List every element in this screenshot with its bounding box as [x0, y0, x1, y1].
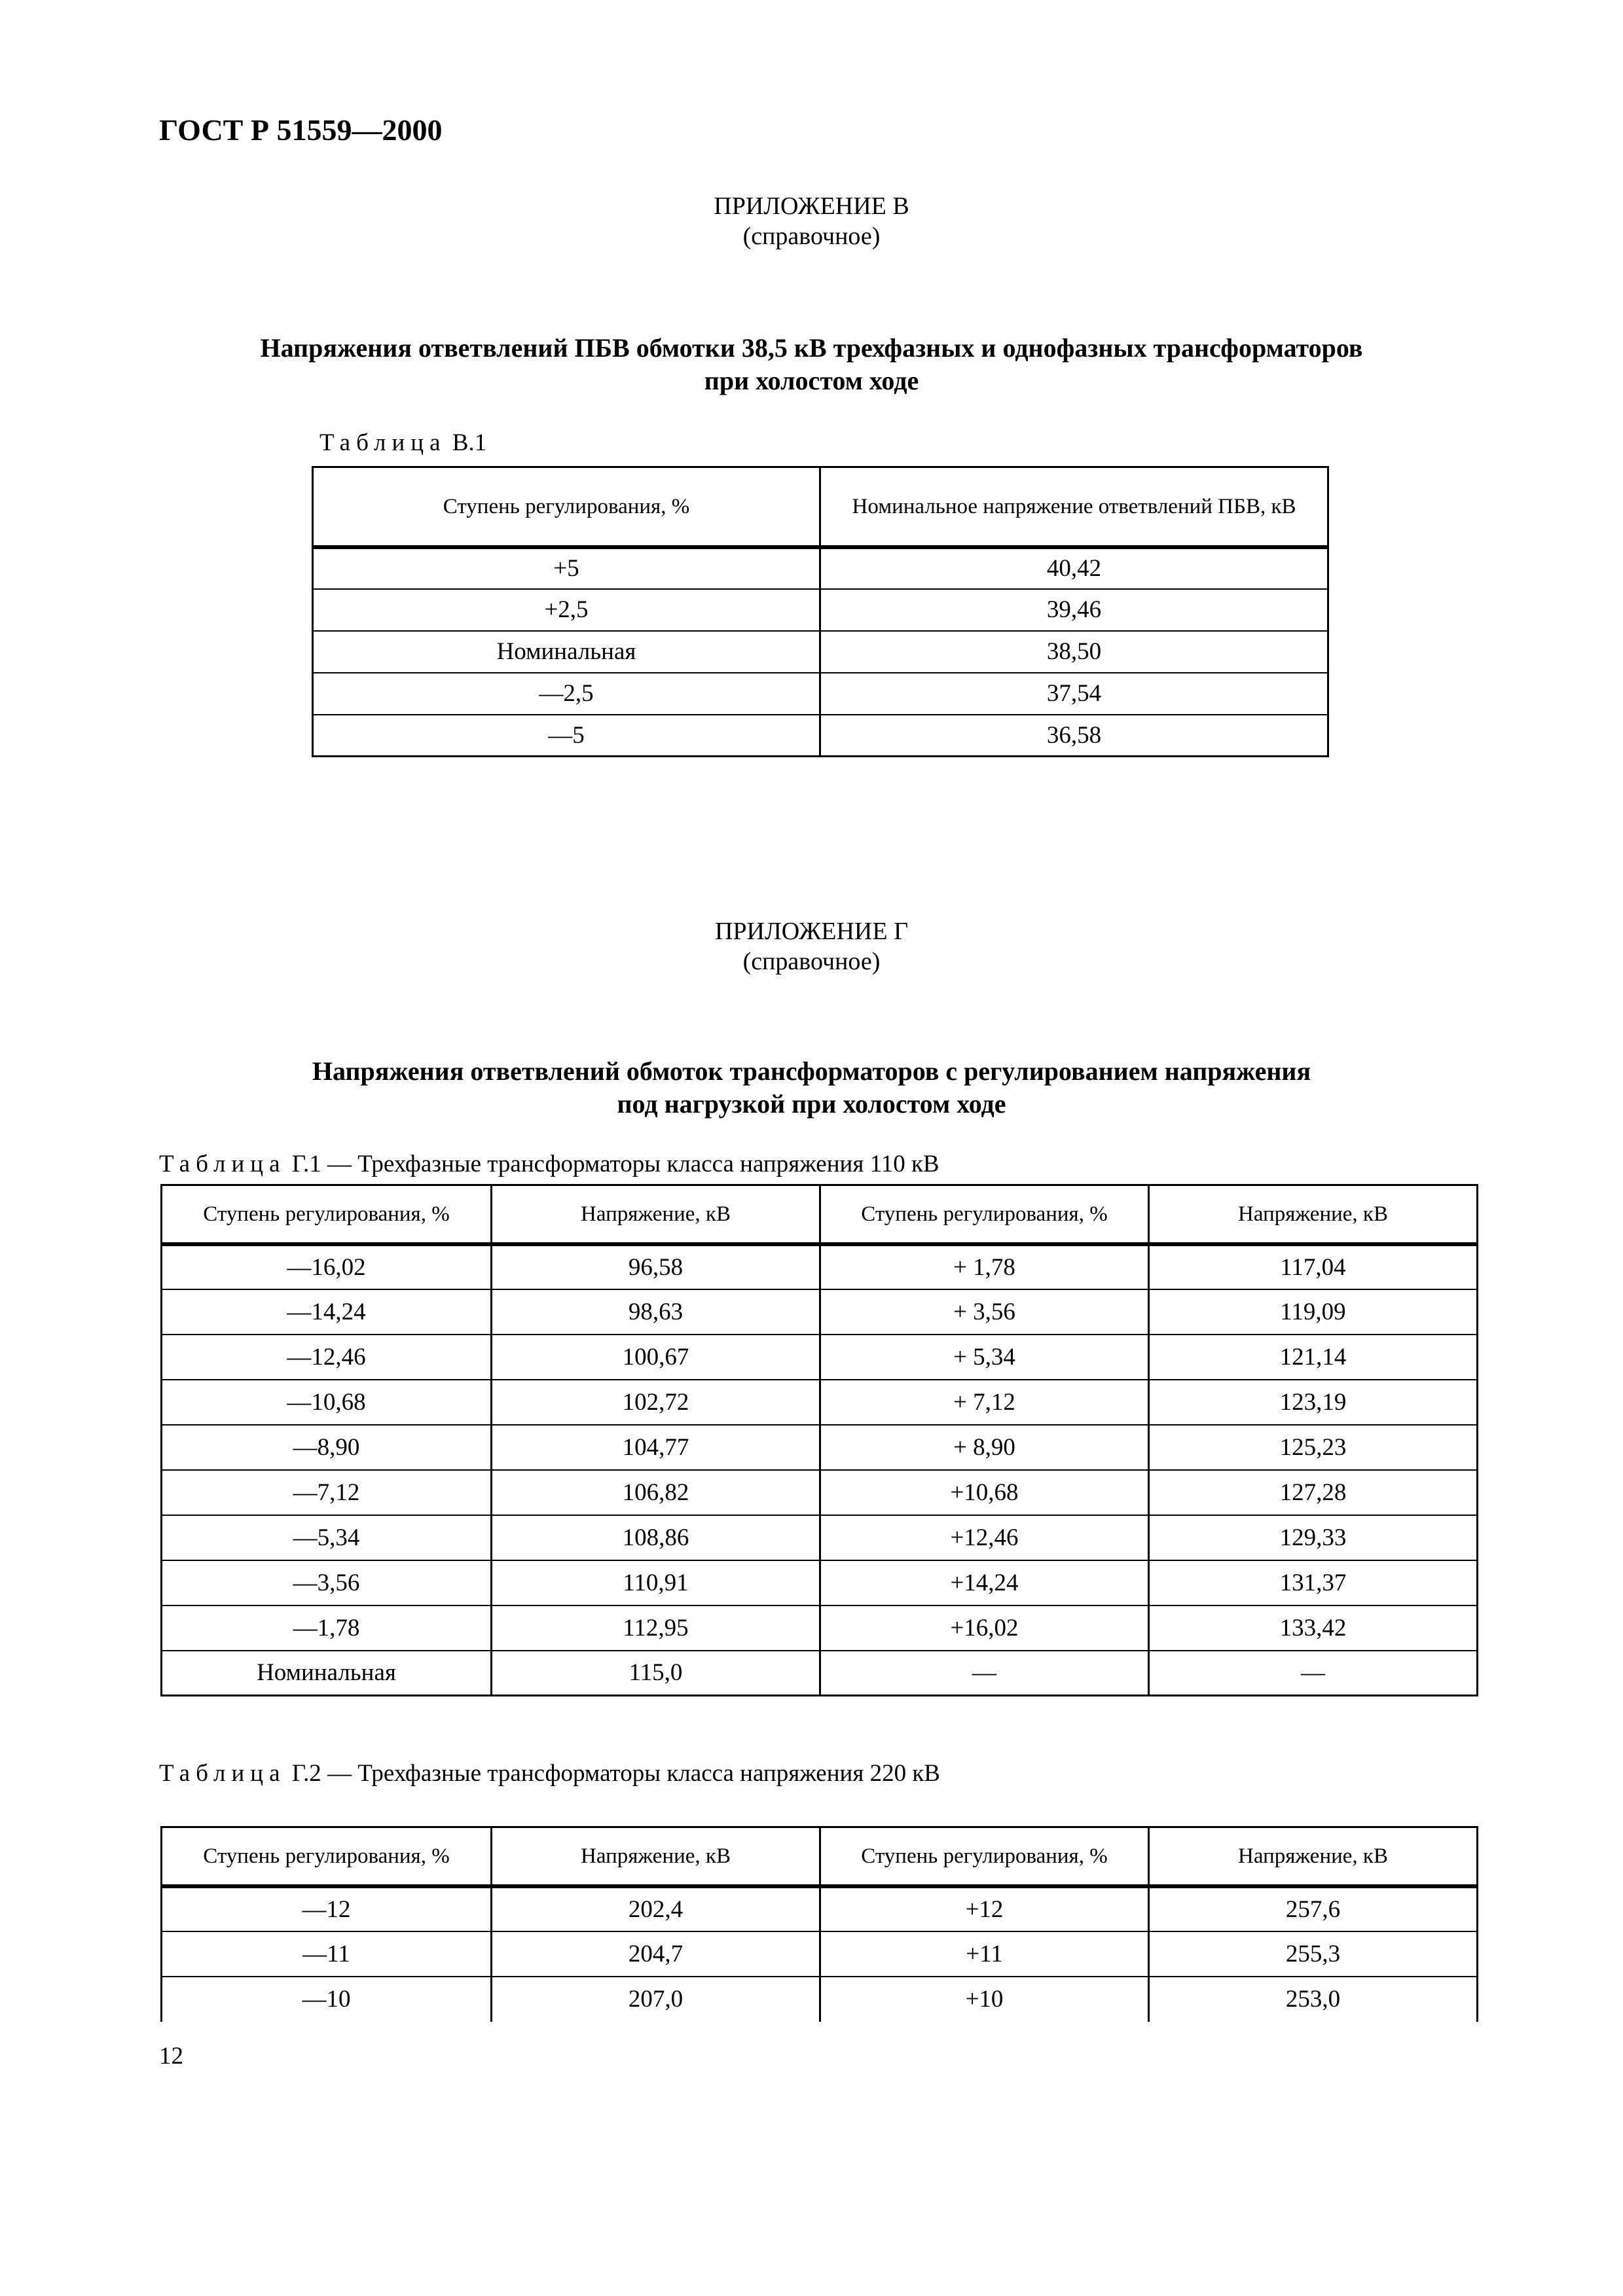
step-cell: +11: [820, 1931, 1149, 1977]
table-b1-header-voltage: Номинальное напряжение ответвлений ПБВ, кВ: [820, 467, 1328, 547]
voltage-cell: 40,42: [820, 547, 1328, 589]
table-g1: [160, 1184, 1478, 1696]
step-cell: —16,02: [162, 1244, 492, 1289]
voltage-cell: 129,33: [1149, 1515, 1478, 1560]
appendix-b-heading-line2: при холостом ходе: [704, 366, 919, 395]
appendix-g-title: ПРИЛОЖЕНИЕ Г: [714, 918, 909, 945]
voltage-cell: 102,72: [492, 1380, 820, 1425]
appendix-g-heading-line1: Напряжения ответвлений обмоток трансформаторов с регулированием напряжения: [312, 1056, 1311, 1086]
step-cell: —10,68: [162, 1380, 492, 1425]
table-row: [162, 1335, 1478, 1380]
step-cell: —8,90: [162, 1425, 492, 1470]
appendix-b-heading-line1: Напряжения ответвлений ПБВ обмотки 38,5 кВ трехфазных и однофазных трансформаторов: [260, 333, 1363, 363]
voltage-cell: 207,0: [492, 1977, 820, 2022]
table-row: [162, 1289, 1478, 1335]
step-cell: + 5,34: [820, 1335, 1149, 1380]
table-row: [162, 1425, 1478, 1470]
step-cell: —: [820, 1651, 1149, 1696]
voltage-cell: 115,0: [492, 1651, 820, 1696]
step-cell: + 1,78: [820, 1244, 1149, 1289]
voltage-cell: 110,91: [492, 1560, 820, 1605]
table-row: [162, 1931, 1478, 1977]
step-cell: Номинальная: [162, 1651, 492, 1696]
appendix-g-subtitle: (справочное): [742, 948, 881, 975]
table-row: [162, 1515, 1478, 1560]
column-header: Ступень регулирования, %: [820, 1827, 1149, 1886]
column-header: Напряжение, кВ: [492, 1185, 820, 1244]
step-cell: —14,24: [162, 1289, 492, 1335]
table-b1: [312, 466, 1329, 757]
table-row: [313, 589, 1328, 631]
step-cell: +12,46: [820, 1515, 1149, 1560]
column-header: Ступень регулирования, %: [820, 1185, 1149, 1244]
step-cell: +14,24: [820, 1560, 1149, 1605]
step-cell: +2,5: [313, 589, 820, 631]
step-cell: —3,56: [162, 1560, 492, 1605]
voltage-cell: 125,23: [1149, 1425, 1478, 1470]
voltage-cell: 204,7: [492, 1931, 820, 1977]
voltage-cell: 112,95: [492, 1605, 820, 1651]
step-cell: Номинальная: [313, 631, 820, 673]
column-header: Ступень регулирования, %: [162, 1185, 492, 1244]
voltage-cell: 127,28: [1149, 1470, 1478, 1515]
table-b1-caption: [319, 429, 486, 457]
step-cell: +16,02: [820, 1605, 1149, 1651]
table-row: [313, 673, 1328, 715]
table-g2-label: Таблица: [159, 1760, 286, 1787]
table-g1-label: Таблица: [159, 1151, 286, 1177]
voltage-cell: 37,54: [820, 673, 1328, 715]
voltage-cell: 255,3: [1149, 1931, 1478, 1977]
step-cell: —12: [162, 1886, 492, 1931]
table-row: [162, 1244, 1478, 1289]
voltage-cell: 121,14: [1149, 1335, 1478, 1380]
voltage-cell: 117,04: [1149, 1244, 1478, 1289]
column-header: Напряжение, кВ: [1149, 1827, 1478, 1886]
voltage-cell: 38,50: [820, 631, 1328, 673]
step-cell: —11: [162, 1931, 492, 1977]
voltage-cell: 257,6: [1149, 1886, 1478, 1931]
table-g2-caption: [159, 1759, 940, 1787]
column-header: Напряжение, кВ: [492, 1827, 820, 1886]
table-row: [162, 1977, 1478, 2022]
table-row: [313, 631, 1328, 673]
table-row: [162, 1651, 1478, 1696]
table-b1-number: В.1: [452, 429, 487, 456]
step-cell: +10: [820, 1977, 1149, 2022]
table-row: [162, 1886, 1478, 1931]
voltage-cell: 98,63: [492, 1289, 820, 1335]
voltage-cell: 119,09: [1149, 1289, 1478, 1335]
voltage-cell: 253,0: [1149, 1977, 1478, 2022]
step-cell: —5: [313, 715, 820, 757]
voltage-cell: 108,86: [492, 1515, 820, 1560]
table-g1-caption-text: Г.1 — Трехфазные трансформаторы класса напряжения 110 кВ: [291, 1151, 939, 1177]
voltage-cell: 123,19: [1149, 1380, 1478, 1425]
appendix-g-heading-line2: под нагрузкой при холостом ходе: [617, 1089, 1006, 1119]
table-g2: [160, 1826, 1478, 2022]
step-cell: —2,5: [313, 673, 820, 715]
document-standard-number: ГОСТ Р 51559—2000: [159, 113, 443, 147]
step-cell: —10: [162, 1977, 492, 2022]
voltage-cell: 39,46: [820, 589, 1328, 631]
step-cell: —12,46: [162, 1335, 492, 1380]
table-g2-caption-text: Г.2 — Трехфазные трансформаторы класса напряжения 220 кВ: [291, 1760, 940, 1787]
voltage-cell: 133,42: [1149, 1605, 1478, 1651]
table-row: [162, 1605, 1478, 1651]
step-cell: +10,68: [820, 1470, 1149, 1515]
step-cell: +12: [820, 1886, 1149, 1931]
step-cell: —7,12: [162, 1470, 492, 1515]
step-cell: —5,34: [162, 1515, 492, 1560]
column-header: Ступень регулирования, %: [162, 1827, 492, 1886]
step-cell: + 3,56: [820, 1289, 1149, 1335]
table-row: [162, 1470, 1478, 1515]
voltage-cell: 36,58: [820, 715, 1328, 757]
table-b1-label: Таблица: [319, 429, 447, 456]
voltage-cell: 100,67: [492, 1335, 820, 1380]
step-cell: +5: [313, 547, 820, 589]
column-header: Напряжение, кВ: [1149, 1185, 1478, 1244]
table-row: [313, 715, 1328, 757]
appendix-b-title: ПРИЛОЖЕНИЕ В: [714, 192, 909, 220]
voltage-cell: 106,82: [492, 1470, 820, 1515]
step-cell: + 8,90: [820, 1425, 1149, 1470]
table-row: [162, 1560, 1478, 1605]
appendix-b-subtitle: (справочное): [742, 223, 881, 250]
page-number: 12: [159, 2043, 183, 2070]
voltage-cell: 96,58: [492, 1244, 820, 1289]
voltage-cell: 104,77: [492, 1425, 820, 1470]
table-row: [313, 547, 1328, 589]
voltage-cell: 131,37: [1149, 1560, 1478, 1605]
table-b1-header-step: Ступень регулирования, %: [313, 467, 820, 547]
table-g1-caption: [159, 1150, 939, 1178]
voltage-cell: —: [1149, 1651, 1478, 1696]
voltage-cell: 202,4: [492, 1886, 820, 1931]
step-cell: —1,78: [162, 1605, 492, 1651]
step-cell: + 7,12: [820, 1380, 1149, 1425]
table-row: [162, 1380, 1478, 1425]
